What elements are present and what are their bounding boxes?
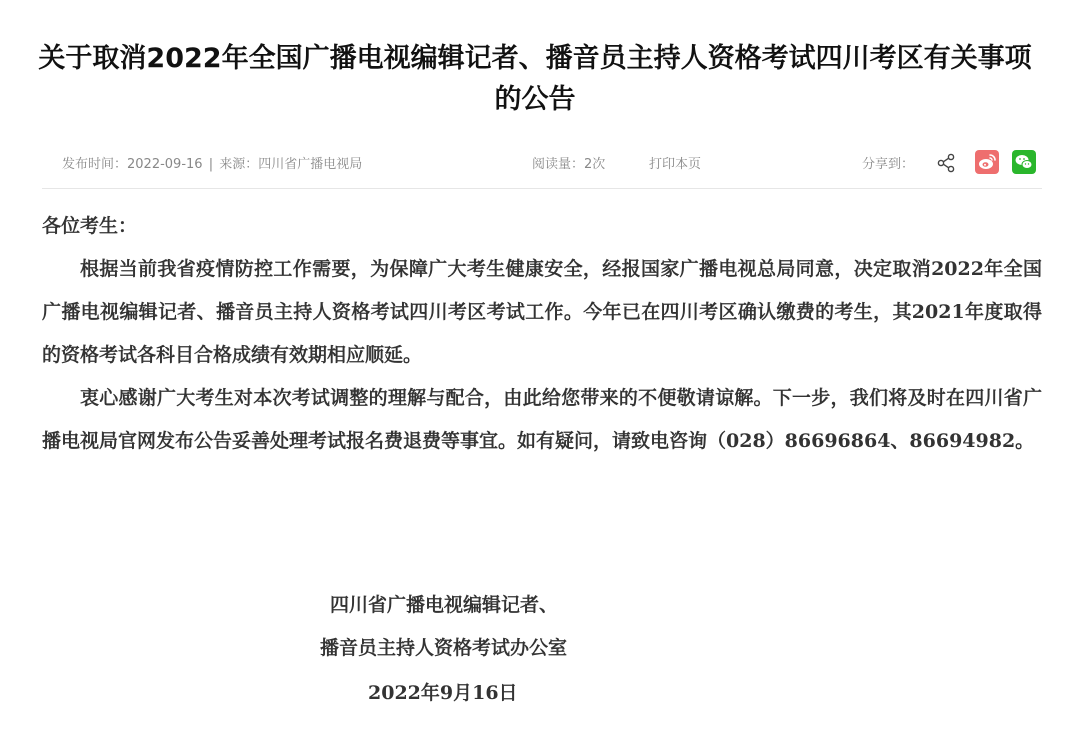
publish-time: 发布时间：2022-09-16 (62, 157, 203, 172)
signature-org-line2: 播音员主持人资格考试办公室 (320, 637, 568, 659)
body-paragraph: 根据当前我省疫情防控工作需要，为保障广大考生健康安全，经报国家广播电视总局同意，决定取消2022年全国广播电视编辑记者、播音员主持人资格考试四川考区考试工作。今年已在四川考区确认缴费的考生，其2021年度取得的资格考试各科目合格成绩有效期相应顺延。 (42, 258, 1042, 366)
article-body (42, 205, 1042, 463)
weibo-icon[interactable] (975, 150, 999, 174)
article-title: 关于取消2022年全国广播电视编辑记者、播音员主持人资格考试四川考区有关事项的公告 (38, 43, 1032, 115)
signature-date: 2022年9月16日 (368, 682, 518, 704)
source: 来源：四川省广播电视局 (219, 157, 363, 172)
meta-separator: | (208, 157, 214, 172)
share-icon[interactable] (935, 152, 957, 174)
wechat-icon[interactable] (1012, 150, 1036, 174)
publish-info (62, 153, 362, 172)
salutation: 各位考生： (42, 215, 138, 237)
print-page-link[interactable]: 打印本页 (649, 157, 702, 172)
body-paragraph: 衷心感谢广大考生对本次考试调整的理解与配合，由此给您带来的不便敬请谅解。下一步，我们将及时在四川省广播电视局官网发布公告妥善处理考试报名费退费等事宜。如有疑问，请致电咨询（028）86696864、86694982。 (42, 387, 1042, 452)
article-meta-bar (42, 150, 1042, 176)
share-label: 分享到： (862, 157, 915, 172)
meta-divider (42, 188, 1042, 189)
signature-org-line1: 四川省广播电视编辑记者、 (330, 594, 559, 616)
read-count: 阅读量：2次 (532, 157, 606, 172)
